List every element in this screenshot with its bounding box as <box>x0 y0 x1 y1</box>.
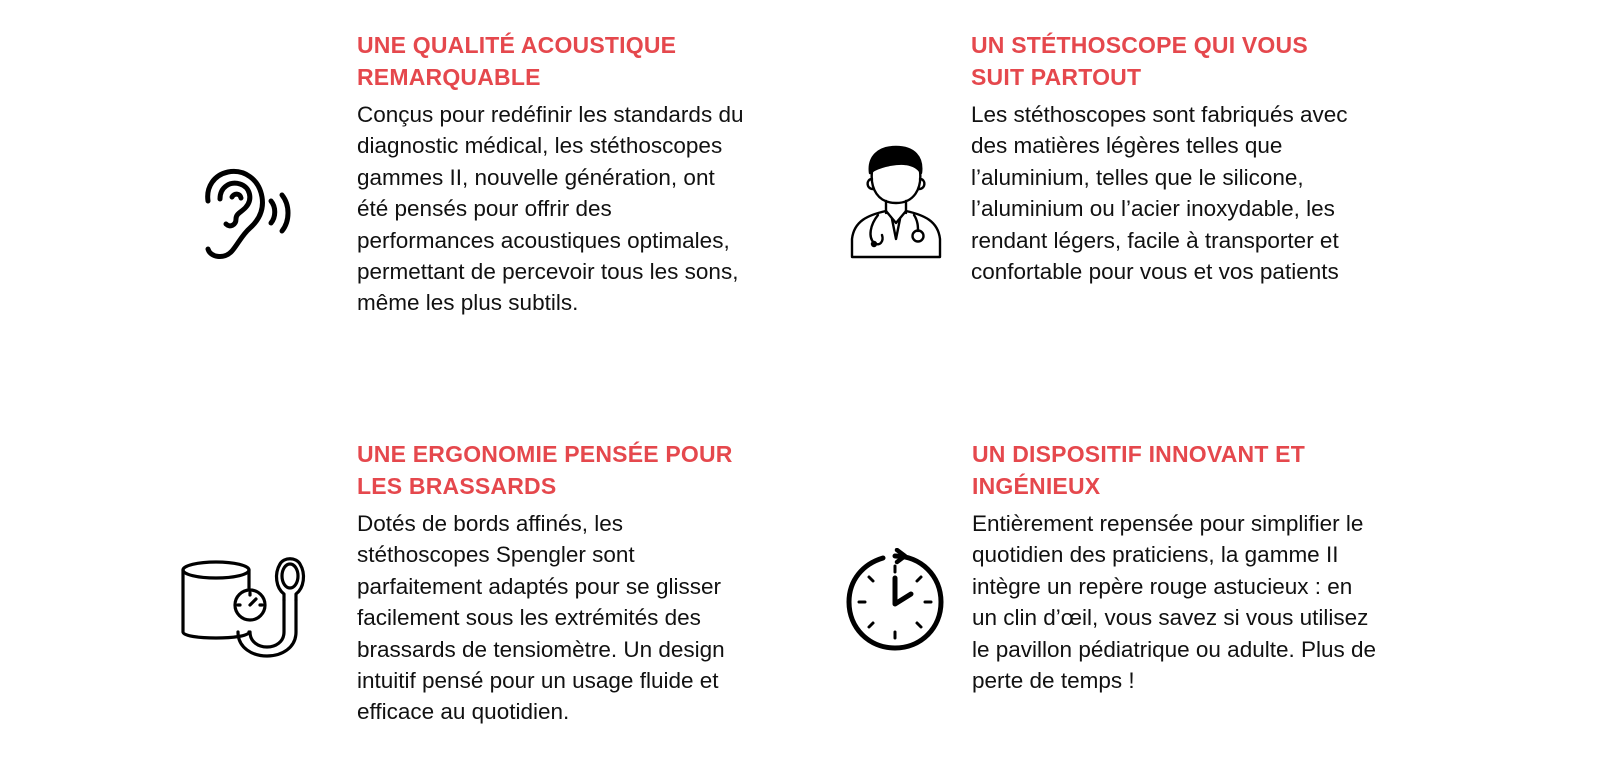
blood-pressure-cuff-icon <box>180 548 314 672</box>
feature-title: UN STÉTHOSCOPE QUI VOUS SUIT PARTOUT <box>971 32 1308 90</box>
feature-description: Conçus pour redéfinir les standards du diagnostic médical, les stéthoscopes gammes II, nouvelle génération, ont été pensés pour offrir des performances acoustiques optimales, permettant de percevoir tous les sons, même les plus subtils. <box>357 102 744 316</box>
feature-description: Entièrement repensée pour simplifier le quotidien des praticiens, la gamme II intègre un repère rouge astucieux : en un clin d’œil, vous savez si vous utilisez le pavillon pédiatrique ou adulte. Plus de perte de temps ! <box>972 511 1377 694</box>
feature-title: UN DISPOSITIF INNOVANT ET INGÉNIEUX <box>972 441 1305 499</box>
feature-title: UNE QUALITÉ ACOUSTIQUE REMARQUABLE <box>357 32 677 90</box>
feature-description: Dotés de bords affinés, les stéthoscopes Spengler sont parfaitement adaptés pour se glisser facilement sous les extrémités des brassards de tensiomètre. Un design intuitif pensé pour un usage fluide et efficace au quotidien. <box>357 511 725 725</box>
feature-title: UNE ERGONOMIE PENSÉE POUR LES BRASSARDS <box>357 441 733 499</box>
feature-description: Les stéthoscopes sont fabriqués avec des matières légères telles que l’aluminium, telles que le silicone, l’aluminium ou l’acier inoxydable, les rendant légers, facile à transporter et confortable pour vous et vos patients <box>971 102 1348 285</box>
ear-icon <box>200 165 296 261</box>
clock-refresh-icon <box>845 548 947 652</box>
doctor-icon <box>848 143 944 261</box>
